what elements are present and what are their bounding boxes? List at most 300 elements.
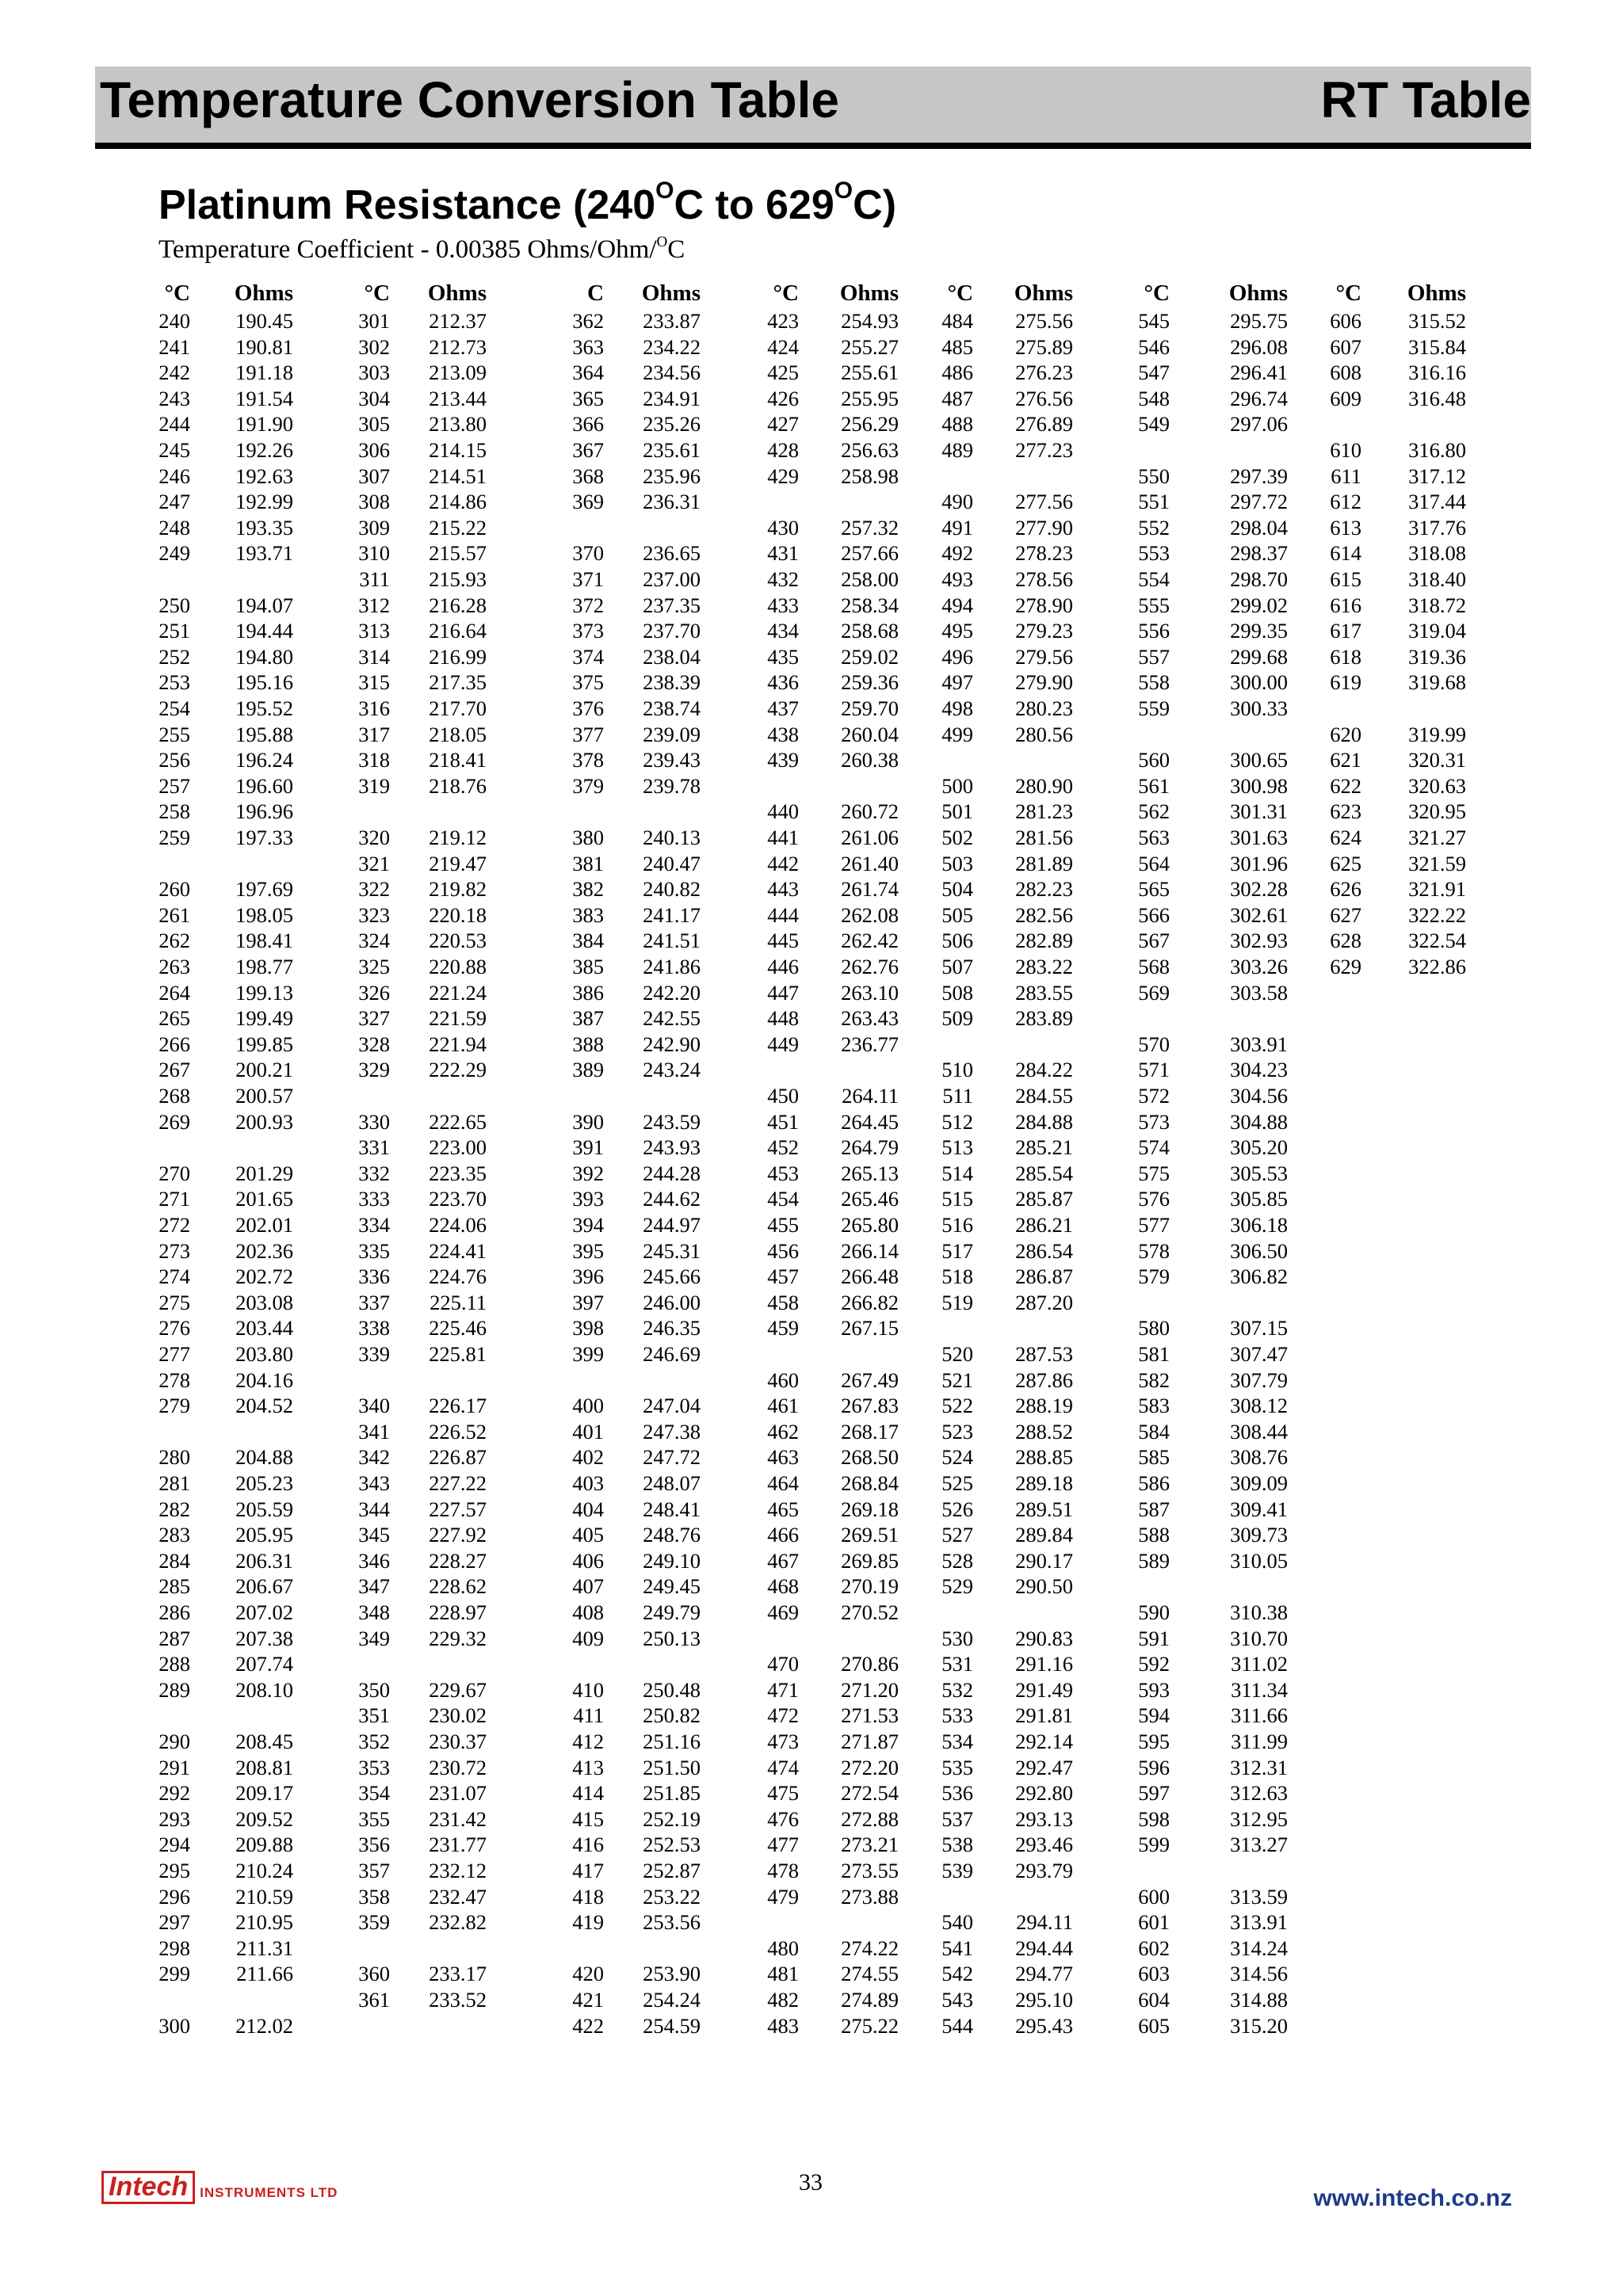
- table-cell-temperature: 247: [158, 490, 190, 514]
- table-cell-ohms: 262.42: [841, 929, 899, 953]
- table-cell-ohms: 292.80: [1015, 1781, 1073, 1806]
- column-header-ohms: Ohms: [427, 280, 487, 306]
- table-cell-temperature: 340: [358, 1394, 390, 1418]
- table-cell-ohms: 260.38: [841, 748, 899, 772]
- table-cell-ohms: 271.20: [841, 1677, 899, 1702]
- table-cell-temperature: 392: [572, 1161, 604, 1185]
- table-cell-ohms: 320.95: [1408, 799, 1466, 824]
- table-cell-temperature: 294: [158, 1833, 190, 1857]
- table-cell-ohms: 234.22: [643, 334, 701, 359]
- table-cell-temperature: 529: [941, 1574, 973, 1599]
- column-header-celsius: °C: [364, 280, 390, 306]
- table-cell-temperature: 394: [572, 1213, 604, 1237]
- table-cell-ohms: 247.38: [643, 1419, 701, 1444]
- table-cell-temperature: 590: [1138, 1600, 1170, 1624]
- column-header-celsius: °C: [164, 280, 190, 306]
- table-cell-ohms: 225.46: [429, 1316, 487, 1341]
- table-cell-temperature: 401: [572, 1419, 604, 1444]
- table-cell-ohms: 194.80: [235, 644, 293, 669]
- table-cell-temperature: 598: [1138, 1806, 1170, 1831]
- table-cell-ohms: 242.90: [643, 1032, 701, 1056]
- table-cell-ohms: 280.90: [1015, 773, 1073, 798]
- table-cell-temperature: 285: [158, 1574, 190, 1599]
- table-cell-ohms: 243.24: [643, 1058, 701, 1082]
- table-cell-ohms: 301.96: [1230, 851, 1288, 875]
- table-cell-temperature: 260: [158, 877, 190, 902]
- table-cell-ohms: 223.70: [429, 1187, 487, 1211]
- column-header-ohms: Ohms: [234, 280, 293, 306]
- table-cell-ohms: 304.88: [1230, 1109, 1288, 1134]
- table-cell-ohms: 306.50: [1230, 1238, 1288, 1263]
- table-cell-temperature: 339: [358, 1342, 390, 1366]
- table-cell-ohms: 321.59: [1408, 851, 1466, 875]
- table-cell-ohms: 195.88: [235, 722, 293, 746]
- table-cell-temperature: 385: [572, 955, 604, 978]
- table-cell-ohms: 317.44: [1408, 490, 1466, 514]
- table-cell-ohms: 321.91: [1408, 877, 1466, 902]
- table-cell-ohms: 302.61: [1230, 902, 1288, 927]
- title-degree-1: O: [655, 177, 674, 204]
- table-cell-ohms: 198.41: [235, 929, 293, 953]
- table-cell-ohms: 310.05: [1230, 1548, 1288, 1573]
- table-cell-ohms: 293.46: [1015, 1833, 1073, 1857]
- table-cell-temperature: 469: [767, 1600, 799, 1624]
- table-cell-ohms: 194.44: [235, 619, 293, 643]
- table-cell-ohms: 272.88: [841, 1806, 899, 1831]
- table-cell-ohms: 315.52: [1408, 309, 1466, 333]
- table-cell-ohms: 220.88: [429, 955, 487, 978]
- table-cell-temperature: 374: [572, 644, 604, 669]
- table-cell-ohms: 297.72: [1230, 490, 1288, 514]
- table-cell-ohms: 322.86: [1408, 955, 1466, 978]
- table-cell-temperature: 330: [358, 1109, 390, 1134]
- table-cell-ohms: 203.08: [235, 1290, 293, 1314]
- table-cell-ohms: 295.43: [1015, 2013, 1073, 2038]
- table-cell-ohms: 300.00: [1230, 670, 1288, 695]
- table-cell-ohms: 313.59: [1230, 1884, 1288, 1909]
- table-cell-ohms: 247.04: [643, 1394, 701, 1418]
- table-cell-temperature: 379: [572, 773, 604, 798]
- table-cell-ohms: 276.23: [1015, 360, 1073, 385]
- table-cell-temperature: 540: [941, 1910, 973, 1935]
- table-cell-temperature: 567: [1138, 929, 1170, 953]
- table-cell-temperature: 277: [158, 1342, 190, 1366]
- table-cell-ohms: 207.38: [235, 1626, 293, 1650]
- table-cell-ohms: 255.95: [841, 386, 899, 410]
- table-cell-temperature: 433: [767, 593, 799, 617]
- table-cell-temperature: 571: [1138, 1058, 1170, 1082]
- table-cell-temperature: 485: [941, 334, 973, 359]
- table-cell-ohms: 191.54: [235, 386, 293, 410]
- table-cell-temperature: 452: [767, 1135, 799, 1160]
- table-cell-temperature: 499: [941, 722, 973, 746]
- table-cell-temperature: 435: [767, 644, 799, 669]
- table-cell-temperature: 610: [1330, 438, 1361, 462]
- table-cell-ohms: 263.43: [841, 1006, 899, 1031]
- table-cell-temperature: 606: [1330, 309, 1361, 333]
- table-cell-ohms: 253.90: [643, 1962, 701, 1986]
- table-cell-temperature: 445: [767, 929, 799, 953]
- table-cell-temperature: 439: [767, 748, 799, 772]
- table-cell-ohms: 305.85: [1230, 1187, 1288, 1211]
- table-cell-temperature: 618: [1330, 644, 1361, 669]
- table-cell-temperature: 324: [358, 929, 390, 953]
- table-cell-temperature: 524: [941, 1445, 973, 1470]
- table-cell-ohms: 207.02: [235, 1600, 293, 1624]
- company-logo: [101, 2164, 338, 2204]
- table-cell-temperature: 281: [158, 1471, 190, 1495]
- table-cell-ohms: 215.93: [429, 567, 487, 591]
- table-cell-temperature: 592: [1138, 1652, 1170, 1676]
- table-cell-ohms: 306.18: [1230, 1213, 1288, 1237]
- table-cell-ohms: 322.22: [1408, 902, 1466, 927]
- table-cell-temperature: 519: [941, 1290, 973, 1314]
- table-cell-temperature: 486: [941, 360, 973, 385]
- table-cell-temperature: 378: [572, 748, 604, 772]
- table-cell-ohms: 281.23: [1015, 799, 1073, 824]
- table-cell-temperature: 341: [358, 1419, 390, 1444]
- table-cell-temperature: 263: [158, 955, 190, 978]
- table-cell-ohms: 273.21: [841, 1833, 899, 1857]
- column-header-ohms: Ohms: [1407, 280, 1466, 306]
- table-cell-temperature: 573: [1138, 1109, 1170, 1134]
- table-cell-ohms: 310.70: [1230, 1626, 1288, 1650]
- table-cell-temperature: 552: [1138, 515, 1170, 540]
- table-cell-temperature: 611: [1331, 463, 1361, 488]
- table-cell-temperature: 517: [941, 1238, 973, 1263]
- table-cell-temperature: 521: [941, 1367, 973, 1392]
- table-cell-temperature: 346: [358, 1548, 390, 1573]
- table-cell-temperature: 628: [1330, 929, 1361, 953]
- table-cell-ohms: 285.87: [1015, 1187, 1073, 1211]
- table-cell-ohms: 277.23: [1015, 438, 1073, 462]
- table-cell-ohms: 238.04: [643, 644, 701, 669]
- table-cell-ohms: 259.36: [841, 670, 899, 695]
- table-cell-temperature: 533: [941, 1703, 973, 1728]
- table-cell-ohms: 318.08: [1408, 541, 1466, 566]
- table-cell-temperature: 535: [941, 1755, 973, 1779]
- table-cell-ohms: 210.95: [235, 1910, 293, 1935]
- subtitle-degree: O: [656, 234, 668, 250]
- subtitle-suffix: C: [667, 235, 685, 264]
- table-cell-ohms: 279.23: [1015, 619, 1073, 643]
- table-cell-temperature: 471: [767, 1677, 799, 1702]
- table-cell-ohms: 265.46: [841, 1187, 899, 1211]
- table-cell-ohms: 291.49: [1015, 1677, 1073, 1702]
- table-cell-ohms: 288.19: [1015, 1394, 1073, 1418]
- table-cell-ohms: 311.34: [1231, 1677, 1288, 1702]
- table-cell-ohms: 290.83: [1015, 1626, 1073, 1650]
- table-cell-ohms: 317.12: [1408, 463, 1466, 488]
- table-cell-ohms: 222.29: [429, 1058, 487, 1082]
- table-cell-temperature: 539: [941, 1859, 973, 1882]
- table-cell-temperature: 551: [1138, 490, 1170, 514]
- table-cell-ohms: 233.87: [643, 309, 701, 333]
- table-cell-temperature: 574: [1138, 1135, 1170, 1160]
- table-cell-ohms: 298.04: [1230, 515, 1288, 540]
- table-cell-ohms: 296.08: [1230, 334, 1288, 359]
- table-cell-temperature: 310: [358, 541, 390, 566]
- table-cell-ohms: 243.93: [643, 1135, 701, 1160]
- table-cell-temperature: 520: [941, 1342, 973, 1366]
- table-cell-temperature: 534: [941, 1730, 973, 1753]
- table-cell-temperature: 465: [767, 1497, 799, 1521]
- table-cell-temperature: 284: [158, 1548, 190, 1573]
- table-cell-ohms: 278.23: [1015, 541, 1073, 566]
- table-cell-ohms: 274.55: [841, 1962, 899, 1986]
- table-cell-temperature: 604: [1138, 1988, 1170, 2012]
- table-cell-ohms: 274.89: [841, 1988, 899, 2012]
- table-cell-ohms: 218.05: [429, 722, 487, 746]
- table-cell-temperature: 351: [358, 1703, 390, 1728]
- table-cell-ohms: 280.23: [1015, 696, 1073, 720]
- table-cell-temperature: 333: [358, 1187, 390, 1211]
- table-cell-ohms: 303.91: [1230, 1032, 1288, 1056]
- table-cell-ohms: 303.58: [1230, 980, 1288, 1005]
- table-cell-ohms: 237.00: [643, 567, 701, 591]
- table-cell-ohms: 318.40: [1408, 567, 1466, 591]
- column-header-celsius: °C: [773, 280, 799, 306]
- table-cell-temperature: 366: [572, 412, 604, 437]
- table-cell-ohms: 242.20: [643, 980, 701, 1005]
- table-cell-ohms: 316.48: [1408, 386, 1466, 410]
- table-cell-temperature: 399: [572, 1342, 604, 1366]
- table-cell-temperature: 365: [572, 386, 604, 410]
- table-cell-temperature: 364: [572, 360, 604, 385]
- table-cell-temperature: 466: [767, 1523, 799, 1547]
- table-cell-temperature: 410: [572, 1677, 604, 1702]
- table-cell-ohms: 261.06: [841, 826, 899, 849]
- table-cell-temperature: 382: [572, 877, 604, 902]
- table-cell-ohms: 249.10: [643, 1548, 701, 1573]
- table-cell-ohms: 308.12: [1230, 1394, 1288, 1418]
- table-cell-ohms: 216.99: [429, 644, 487, 669]
- table-cell-ohms: 225.81: [429, 1342, 487, 1366]
- table-cell-ohms: 253.56: [643, 1910, 701, 1935]
- table-cell-ohms: 219.82: [429, 877, 487, 902]
- table-cell-temperature: 343: [358, 1471, 390, 1495]
- table-cell-temperature: 597: [1138, 1781, 1170, 1806]
- table-cell-ohms: 192.63: [235, 463, 293, 488]
- table-cell-temperature: 599: [1138, 1833, 1170, 1857]
- table-cell-temperature: 381: [572, 851, 604, 875]
- table-cell-ohms: 260.72: [841, 799, 899, 824]
- table-cell-ohms: 261.40: [841, 851, 899, 875]
- table-cell-ohms: 309.09: [1230, 1471, 1288, 1495]
- table-cell-temperature: 444: [767, 902, 799, 927]
- table-cell-ohms: 297.39: [1230, 463, 1288, 488]
- table-cell-ohms: 251.50: [643, 1755, 701, 1779]
- table-cell-ohms: 205.23: [235, 1471, 293, 1495]
- table-cell-temperature: 360: [358, 1962, 390, 1986]
- table-cell-temperature: 292: [158, 1781, 190, 1806]
- table-cell-temperature: 288: [158, 1652, 190, 1676]
- table-cell-temperature: 325: [358, 955, 390, 978]
- table-cell-temperature: 579: [1138, 1264, 1170, 1289]
- table-cell-ohms: 286.54: [1015, 1238, 1073, 1263]
- table-cell-ohms: 269.18: [841, 1497, 899, 1521]
- table-cell-temperature: 555: [1138, 593, 1170, 617]
- table-cell-ohms: 293.79: [1015, 1859, 1073, 1882]
- table-cell-temperature: 508: [941, 980, 973, 1005]
- table-cell-temperature: 530: [941, 1626, 973, 1650]
- table-cell-ohms: 259.70: [841, 696, 899, 720]
- table-cell-ohms: 202.36: [235, 1238, 293, 1263]
- table-cell-temperature: 403: [572, 1471, 604, 1495]
- table-cell-temperature: 355: [358, 1806, 390, 1831]
- table-cell-temperature: 332: [358, 1161, 390, 1185]
- table-cell-ohms: 216.64: [429, 619, 487, 643]
- table-cell-ohms: 294.44: [1015, 1936, 1073, 1960]
- table-cell-ohms: 290.50: [1015, 1574, 1073, 1599]
- table-cell-temperature: 585: [1138, 1445, 1170, 1470]
- table-cell-ohms: 301.31: [1230, 799, 1288, 824]
- table-cell-ohms: 241.17: [643, 902, 701, 927]
- table-cell-ohms: 227.57: [429, 1497, 487, 1521]
- table-cell-ohms: 313.27: [1230, 1833, 1288, 1857]
- table-cell-temperature: 405: [572, 1523, 604, 1547]
- table-cell-ohms: 227.22: [429, 1471, 487, 1495]
- table-cell-ohms: 228.97: [429, 1600, 487, 1624]
- table-cell-temperature: 248: [158, 515, 190, 540]
- table-cell-temperature: 516: [941, 1213, 973, 1237]
- table-cell-temperature: 589: [1138, 1548, 1170, 1573]
- table-cell-temperature: 463: [767, 1445, 799, 1470]
- table-cell-temperature: 299: [158, 1962, 190, 1986]
- table-cell-ohms: 289.84: [1015, 1523, 1073, 1547]
- table-cell-ohms: 230.37: [429, 1730, 487, 1753]
- table-cell-temperature: 496: [941, 644, 973, 669]
- table-cell-ohms: 285.54: [1015, 1161, 1073, 1185]
- table-cell-ohms: 205.95: [235, 1523, 293, 1547]
- table-cell-temperature: 413: [572, 1755, 604, 1779]
- table-cell-ohms: 295.75: [1230, 309, 1288, 333]
- table-cell-ohms: 213.80: [429, 412, 487, 437]
- table-cell-temperature: 491: [941, 515, 973, 540]
- table-cell-temperature: 372: [572, 593, 604, 617]
- table-cell-ohms: 264.45: [841, 1109, 899, 1134]
- table-cell-temperature: 389: [572, 1058, 604, 1082]
- table-cell-temperature: 301: [358, 309, 390, 333]
- table-cell-ohms: 293.13: [1015, 1806, 1073, 1831]
- table-cell-ohms: 307.47: [1230, 1342, 1288, 1366]
- table-cell-temperature: 503: [941, 851, 973, 875]
- table-cell-temperature: 479: [767, 1884, 799, 1909]
- table-cell-ohms: 195.16: [235, 670, 293, 695]
- table-cell-ohms: 287.86: [1015, 1367, 1073, 1392]
- table-cell-ohms: 280.56: [1015, 722, 1073, 746]
- table-cell-temperature: 354: [358, 1781, 390, 1806]
- table-cell-temperature: 619: [1330, 670, 1361, 695]
- table-cell-ohms: 218.76: [429, 773, 487, 798]
- table-cell-temperature: 280: [158, 1445, 190, 1470]
- table-cell-temperature: 493: [941, 567, 973, 591]
- table-cell-temperature: 489: [941, 438, 973, 462]
- table-cell-temperature: 395: [572, 1238, 604, 1263]
- table-cell-temperature: 309: [358, 515, 390, 540]
- table-cell-ohms: 255.27: [841, 334, 899, 359]
- table-cell-ohms: 319.99: [1408, 722, 1466, 746]
- table-cell-ohms: 232.12: [429, 1859, 487, 1882]
- table-cell-temperature: 289: [158, 1677, 190, 1702]
- table-cell-temperature: 525: [941, 1471, 973, 1495]
- table-cell-ohms: 275.22: [841, 2013, 899, 2038]
- table-cell-ohms: 294.11: [1016, 1910, 1073, 1935]
- table-cell-temperature: 505: [941, 902, 973, 927]
- table-cell-temperature: 375: [572, 670, 604, 695]
- table-cell-ohms: 312.63: [1230, 1781, 1288, 1806]
- table-cell-temperature: 308: [358, 490, 390, 514]
- table-cell-ohms: 299.02: [1230, 593, 1288, 617]
- table-cell-ohms: 239.43: [643, 748, 701, 772]
- table-cell-temperature: 402: [572, 1445, 604, 1470]
- table-cell-ohms: 262.08: [841, 902, 899, 927]
- table-cell-ohms: 266.82: [841, 1290, 899, 1314]
- table-cell-temperature: 580: [1138, 1316, 1170, 1341]
- document-title: [158, 179, 896, 226]
- table-cell-temperature: 586: [1138, 1471, 1170, 1495]
- table-cell-ohms: 294.77: [1015, 1962, 1073, 1986]
- table-cell-ohms: 319.04: [1408, 619, 1466, 643]
- table-cell-ohms: 318.72: [1408, 593, 1466, 617]
- table-cell-ohms: 252.53: [643, 1833, 701, 1857]
- table-cell-temperature: 267: [158, 1058, 190, 1082]
- table-cell-temperature: 476: [767, 1806, 799, 1831]
- table-cell-temperature: 322: [358, 877, 390, 902]
- table-cell-ohms: 301.63: [1230, 826, 1288, 849]
- table-cell-temperature: 602: [1138, 1936, 1170, 1960]
- table-cell-temperature: 298: [158, 1936, 190, 1960]
- table-cell-ohms: 222.65: [429, 1109, 487, 1134]
- table-cell-temperature: 422: [572, 2013, 604, 2038]
- table-cell-temperature: 553: [1138, 541, 1170, 566]
- table-cell-ohms: 199.85: [235, 1032, 293, 1056]
- table-cell-temperature: 283: [158, 1523, 190, 1547]
- table-cell-temperature: 556: [1138, 619, 1170, 643]
- table-cell-temperature: 249: [158, 541, 190, 566]
- table-cell-temperature: 460: [767, 1367, 799, 1392]
- table-cell-temperature: 353: [358, 1755, 390, 1779]
- table-cell-ohms: 225.11: [430, 1290, 487, 1314]
- table-cell-ohms: 197.33: [235, 826, 293, 849]
- table-cell-temperature: 306: [358, 438, 390, 462]
- table-cell-temperature: 528: [941, 1548, 973, 1573]
- table-cell-temperature: 570: [1138, 1032, 1170, 1056]
- table-cell-temperature: 583: [1138, 1394, 1170, 1418]
- table-cell-temperature: 490: [941, 490, 973, 514]
- table-cell-ohms: 267.83: [841, 1394, 899, 1418]
- table-cell-temperature: 336: [358, 1264, 390, 1289]
- table-cell-temperature: 258: [158, 799, 190, 824]
- table-cell-ohms: 203.80: [235, 1342, 293, 1366]
- table-cell-ohms: 298.70: [1230, 567, 1288, 591]
- table-cell-temperature: 331: [358, 1135, 390, 1160]
- table-cell-ohms: 212.73: [429, 334, 487, 359]
- table-cell-temperature: 327: [358, 1006, 390, 1031]
- table-cell-temperature: 538: [941, 1833, 973, 1857]
- table-cell-temperature: 290: [158, 1730, 190, 1753]
- table-cell-ohms: 235.96: [643, 463, 701, 488]
- table-cell-temperature: 321: [358, 851, 390, 875]
- table-cell-temperature: 615: [1330, 567, 1361, 591]
- table-cell-ohms: 193.71: [235, 541, 293, 566]
- table-cell-temperature: 484: [941, 309, 973, 333]
- table-cell-ohms: 205.59: [235, 1497, 293, 1521]
- table-cell-ohms: 248.07: [643, 1471, 701, 1495]
- table-cell-ohms: 265.13: [841, 1161, 899, 1185]
- table-cell-ohms: 305.20: [1230, 1135, 1288, 1160]
- table-cell-temperature: 377: [572, 722, 604, 746]
